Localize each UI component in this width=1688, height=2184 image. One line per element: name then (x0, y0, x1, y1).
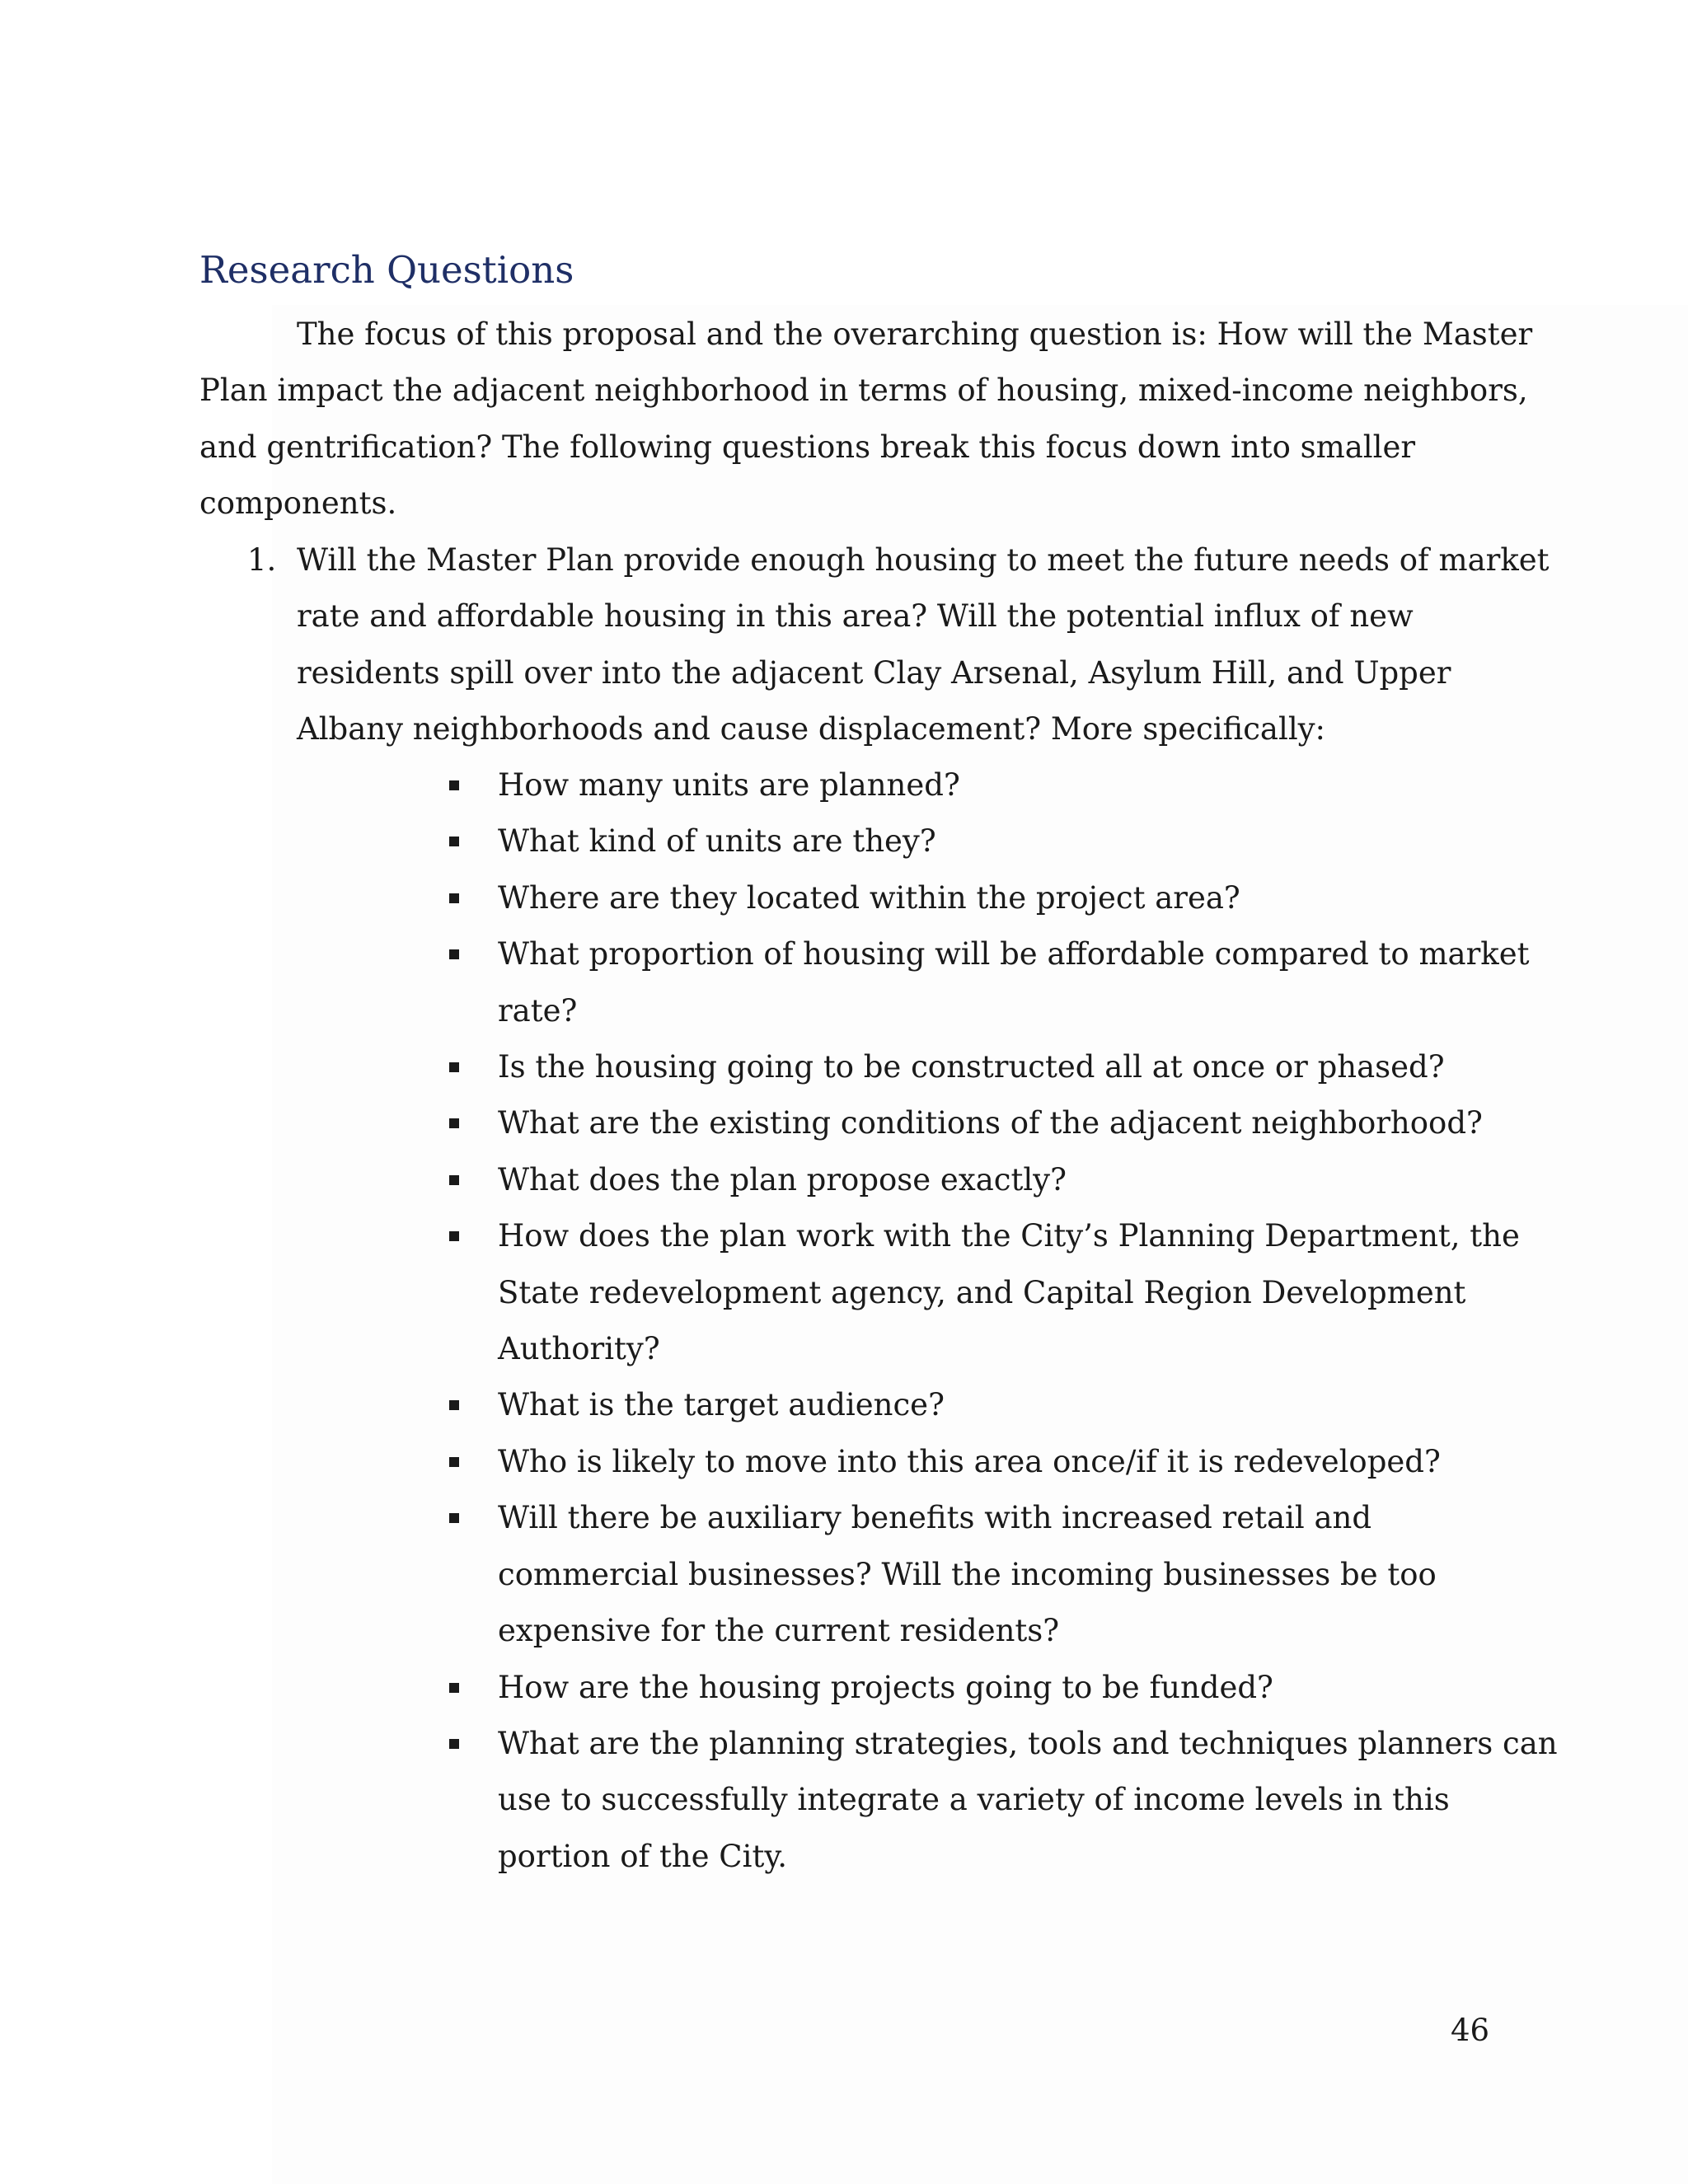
square-bullet-icon (449, 780, 459, 790)
question-line: residents spill over into the adjacent Clay Arsenal, Asylum Hill, and Upper (297, 654, 1451, 691)
list-item-line: What are the planning strategies, tools and techniques planners can (498, 1725, 1558, 1761)
square-bullet-icon (449, 949, 459, 959)
list-item (437, 757, 1558, 813)
list-item (437, 1434, 1558, 1490)
list-item-line: Where are they located within the project area? (498, 879, 1240, 916)
intro-line: components. (199, 485, 397, 522)
list-item-line: use to successfully integrate a variety of income levels in this (498, 1782, 1450, 1818)
intro-line: The focus of this proposal and the overarching question is: How will the Master (297, 316, 1533, 352)
intro-line: and gentrification? The following questions break this focus down into smaller (199, 429, 1416, 465)
list-item-line: portion of the City. (498, 1838, 788, 1874)
question-text (297, 532, 1550, 758)
list-item-line: What kind of units are they? (498, 823, 936, 860)
list-item-line: How many units are planned? (498, 767, 960, 803)
list-item (437, 1208, 1558, 1377)
list-item-line: State redevelopment agency, and Capital Region Development (498, 1274, 1466, 1310)
list-item (437, 870, 1558, 926)
list-item (437, 1490, 1558, 1659)
square-bullet-icon (449, 1118, 459, 1128)
list-item-line: Is the housing going to be constructed all at once or phased? (498, 1049, 1445, 1085)
square-bullet-icon (449, 1062, 459, 1072)
question-line: rate and affordable housing in this area? Will the potential influx of new (297, 598, 1414, 635)
sub-question-list (437, 757, 1558, 1885)
list-item-line: expensive for the current residents? (498, 1613, 1060, 1649)
list-item-line: What proportion of housing will be affordable compared to market (498, 936, 1530, 972)
square-bullet-icon (449, 893, 459, 903)
list-item-line: How does the plan work with the City’s Planning Department, the (498, 1218, 1520, 1254)
square-bullet-icon (449, 1457, 459, 1467)
list-item-line: What is the target audience? (498, 1387, 945, 1423)
list-item-line: How are the housing projects going to be funded? (498, 1669, 1273, 1705)
list-item-line: Authority? (498, 1331, 660, 1367)
square-bullet-icon (449, 1513, 459, 1523)
list-item-line: What are the existing conditions of the adjacent neighborhood? (498, 1105, 1483, 1141)
page-number: 46 (1451, 2013, 1490, 2048)
list-item-line: What does the plan propose exactly? (498, 1161, 1067, 1197)
intro-paragraph (199, 307, 1532, 532)
list-item (437, 1095, 1558, 1151)
list-item-line: Will there be auxiliary benefits with increased retail and (498, 1500, 1372, 1536)
list-item-line: rate? (498, 992, 578, 1029)
square-bullet-icon (449, 1739, 459, 1749)
list-item (437, 1660, 1558, 1716)
list-item (437, 1377, 1558, 1433)
list-item (437, 1716, 1558, 1885)
intro-line: Plan impact the adjacent neighborhood in terms of housing, mixed-income neighbors, (199, 373, 1528, 409)
list-item (437, 1152, 1558, 1208)
list-number: 1. (247, 542, 277, 578)
list-item (437, 813, 1558, 869)
square-bullet-icon (449, 837, 459, 846)
list-item-line: Who is likely to move into this area once/if it is redeveloped? (498, 1443, 1441, 1479)
square-bullet-icon (449, 1400, 459, 1410)
square-bullet-icon (449, 1683, 459, 1693)
list-item (437, 926, 1558, 1039)
question-line: Will the Master Plan provide enough housing to meet the future needs of market (297, 542, 1550, 578)
list-item (437, 1039, 1558, 1095)
section-heading: Research Questions (199, 248, 574, 292)
question-line: Albany neighborhoods and cause displacement? More specifically: (297, 711, 1326, 748)
square-bullet-icon (449, 1231, 459, 1241)
list-item-line: commercial businesses? Will the incoming businesses be too (498, 1556, 1437, 1592)
square-bullet-icon (449, 1175, 459, 1185)
